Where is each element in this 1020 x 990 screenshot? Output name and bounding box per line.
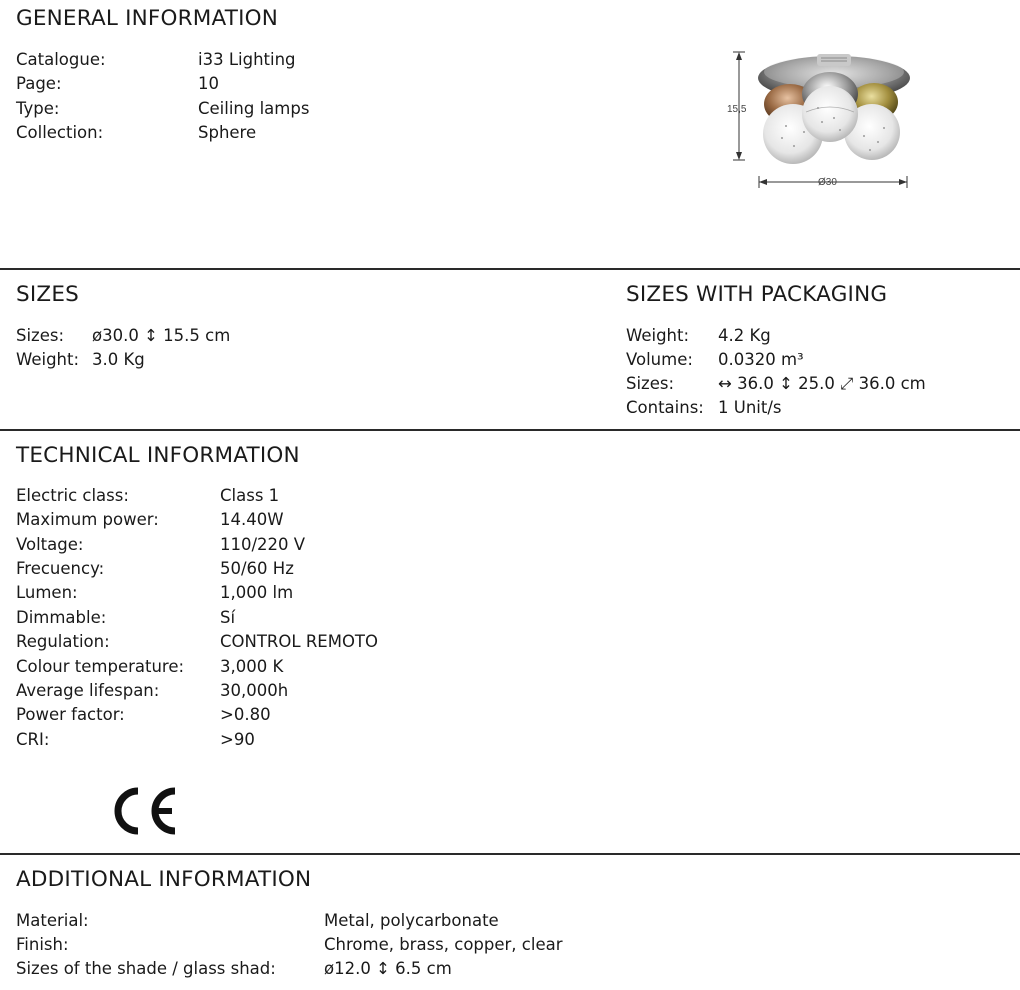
vertical-arrow-icon: ↕ bbox=[779, 374, 793, 393]
row-value: >90 bbox=[220, 730, 255, 749]
row-label: Lumen: bbox=[16, 583, 78, 602]
row-value: 1,000 lm bbox=[220, 583, 294, 602]
row-label: Page: bbox=[16, 74, 62, 93]
packaging-width: 36.0 bbox=[737, 374, 774, 393]
height-dimension-label: 15,5 bbox=[727, 104, 747, 115]
row-label: Type: bbox=[16, 99, 60, 118]
product-dimension-drawing bbox=[722, 42, 922, 194]
row-value: Sphere bbox=[198, 123, 257, 142]
row-label: Voltage: bbox=[16, 535, 84, 554]
additional-finish: Chrome, brass, copper, clear bbox=[324, 935, 563, 954]
row-label: Average lifespan: bbox=[16, 681, 160, 700]
general-information-heading: GENERAL INFORMATION bbox=[16, 6, 279, 31]
row-value: Ceiling lamps bbox=[198, 99, 310, 118]
row-label: Material: bbox=[16, 911, 89, 930]
diameter-dimension-line bbox=[759, 176, 907, 188]
row-label: Colour temperature: bbox=[16, 657, 185, 676]
sizes-weight: 3.0 Kg bbox=[92, 350, 145, 369]
packaging-height: 25.0 bbox=[798, 374, 835, 393]
sizes-height: 15.5 cm bbox=[163, 326, 231, 345]
shade-height: 6.5 cm bbox=[395, 959, 452, 978]
additional-material: Metal, polycarbonate bbox=[324, 911, 499, 930]
ce-mark-icon bbox=[108, 782, 180, 840]
row-label: Power factor: bbox=[16, 705, 125, 724]
row-label: Sizes of the shade / glass shad: bbox=[16, 959, 276, 978]
diagonal-arrow-icon: ⤢ bbox=[840, 374, 854, 393]
packaging-depth: 36.0 cm bbox=[858, 374, 926, 393]
row-value: 50/60 Hz bbox=[220, 559, 294, 578]
packaging-weight: 4.2 Kg bbox=[718, 326, 771, 345]
row-label: Weight: bbox=[16, 350, 80, 369]
row-value: 3,000 K bbox=[220, 657, 284, 676]
row-label: Dimmable: bbox=[16, 608, 107, 627]
row-value: i33 Lighting bbox=[198, 50, 296, 69]
additional-information-heading: ADDITIONAL INFORMATION bbox=[16, 867, 312, 892]
row-label: Contains: bbox=[626, 398, 704, 417]
row-value: 110/220 V bbox=[220, 535, 306, 554]
row-label: Regulation: bbox=[16, 632, 110, 651]
vertical-arrow-icon: ↕ bbox=[144, 326, 158, 345]
packaging-volume: 0.0320 m³ bbox=[718, 350, 804, 369]
section-divider bbox=[0, 853, 1020, 855]
row-value: 30,000h bbox=[220, 681, 289, 700]
packaging-contains: 1 Unit/s bbox=[718, 398, 782, 417]
row-label: Weight: bbox=[626, 326, 690, 345]
chrome-globe bbox=[802, 72, 858, 142]
row-value: 14.40W bbox=[220, 510, 284, 529]
row-label: Maximum power: bbox=[16, 510, 159, 529]
row-label: Finish: bbox=[16, 935, 69, 954]
section-divider bbox=[0, 429, 1020, 431]
row-label: Frecuency: bbox=[16, 559, 105, 578]
row-value: CONTROL REMOTO bbox=[220, 632, 378, 651]
sizes-diameter: ø30.0 bbox=[92, 326, 139, 345]
row-value: Class 1 bbox=[220, 486, 280, 505]
row-value: Sí bbox=[220, 608, 236, 627]
diameter-dimension-label: Ø30 bbox=[818, 177, 837, 188]
shade-diameter: ø12.0 bbox=[324, 959, 371, 978]
row-label: Volume: bbox=[626, 350, 693, 369]
height-dimension-line bbox=[727, 52, 747, 160]
technical-information-heading: TECHNICAL INFORMATION bbox=[16, 443, 300, 468]
horizontal-arrow-icon: ↔ bbox=[718, 374, 732, 393]
row-label: Electric class: bbox=[16, 486, 129, 505]
packaging-heading: SIZES WITH PACKAGING bbox=[626, 282, 888, 307]
row-label: CRI: bbox=[16, 730, 50, 749]
row-label: Sizes: bbox=[626, 374, 675, 393]
section-divider bbox=[0, 268, 1020, 270]
row-value: 10 bbox=[198, 74, 219, 93]
row-label: Sizes: bbox=[16, 326, 65, 345]
row-label: Collection: bbox=[16, 123, 104, 142]
sizes-heading: SIZES bbox=[16, 282, 79, 307]
vertical-arrow-icon: ↕ bbox=[376, 959, 390, 978]
row-label: Catalogue: bbox=[16, 50, 106, 69]
row-value: >0.80 bbox=[220, 705, 271, 724]
